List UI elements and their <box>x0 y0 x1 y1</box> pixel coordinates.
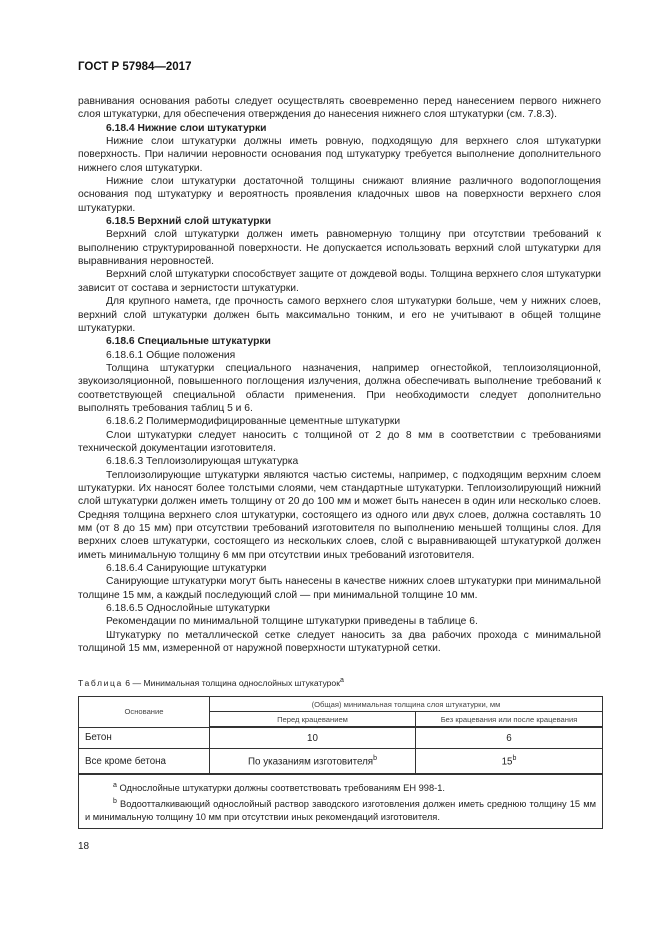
cell-base: Бетон <box>79 727 210 749</box>
paragraph: Верхний слой штукатурки способствует защите от дождевой воды. Толщина верхнего слоя штукатурки зависит от состава и зернистости штукатурки. <box>78 269 601 294</box>
header-before: Перед крацеванием <box>210 712 416 728</box>
paragraph: равнивания основания работы следует осуществлять своевременно перед нанесением первого нижнего слоя штукатурки, для обеспечения отверждения до нанесения нижнего слоя штукатурки (см. 7.8.3). <box>78 96 601 121</box>
document-header: ГОСТ Р 57984—2017 <box>78 61 192 73</box>
cell-before-value: 10 <box>307 732 318 744</box>
paragraph: 6.18.6.5 Однослойные штукатурки <box>106 603 271 615</box>
paragraph: 6.18.6.1 Общие положения <box>106 349 236 361</box>
cell-after-value: 6 <box>506 732 512 744</box>
table-caption-title: 6 — Минимальная толщина однослойных штукатурок <box>125 677 340 688</box>
header-group: (Общая) минимальная толщина слоя штукатурки, мм <box>210 697 603 712</box>
paragraph: Нижние слои штукатурки должны иметь ровную, подходящую для верхнего слоя штукатурки поверхность. При наличии неровности основания под штукатурку требуется выполнение дополнительного нижнего слоя штукатурки. <box>78 136 601 174</box>
paragraph: Слои штукатурки следует наносить с толщиной от 2 до 8 мм в соответствии с требованиями технической документации изготовителя. <box>78 429 601 454</box>
paragraph: Теплоизолирующие штукатурки являются частью системы, например, с подходящим верхним слоем штукатурки. Их наносят более толстыми слоями, чем стандартные штукатурки. Теплоизолирующий нижний слой штукатурки должен иметь толщину от 20 до 100 мм и может быть нанесен в один или несколько слоев. Средняя толщина верхнего слоя штукатурки, состоящего из одного или двух слоев, должна составлять 10 мм (от 8 до 15 мм) при отсутствии требований изготовителя по выполнению меньшей толщины слоя. Для верхних слоев штукатурки, состоящего из нескольких слоев, слой с выравнивающей штукатуркой должен иметь минимальную толщину 6 мм при отсутствии иных требований изготовителя. <box>78 469 601 561</box>
section-heading: 6.18.5 Верхний слой штукатурки <box>106 216 272 228</box>
footnote-mark: b <box>373 754 378 762</box>
cell-after-value: 15 <box>501 756 513 768</box>
table-row <box>79 749 603 775</box>
footnote-a <box>85 779 596 795</box>
table-caption-footnote-mark: a <box>339 677 344 684</box>
footnote-mark: b <box>512 754 517 762</box>
cell-before <box>210 727 416 749</box>
thickness-table <box>78 696 603 829</box>
table-row <box>79 727 603 749</box>
paragraph: 6.18.6.4 Санирующие штукатурки <box>106 563 267 575</box>
table-caption <box>78 677 344 688</box>
paragraph: Штукатурку по металлической сетке следует наносить за два рабочих прохода с минимальной толщиной 15 мм, измеренной от наружной поверхности штукатурной сетки. <box>78 629 601 655</box>
document-body <box>78 95 601 655</box>
footnote-b <box>85 795 596 824</box>
footnote-mark: b <box>113 798 117 806</box>
cell-before <box>210 749 416 775</box>
footnote-mark: a <box>113 782 117 789</box>
paragraph: Рекомендации по минимальной толщине штукатурки приведены в таблице 6. <box>106 616 478 628</box>
header-base: Основание <box>79 697 210 728</box>
paragraph: 6.18.6.2 Полимермодифицированные цементные штукатурки <box>106 416 401 428</box>
footnote-text: Водоотталкивающий однослойный раствор заводского изготовления должен иметь среднюю толщину 15 мм и минимальную толщину 10 мм при отсутствии иных рекомендаций изготовителя. <box>85 799 596 823</box>
cell-after <box>416 727 603 749</box>
cell-before-value: По указаниям изготовителя <box>247 756 374 768</box>
paragraph: Для крупного намета, где прочность самого верхнего слоя штукатурки больше, чем у нижних слоев, верхний слой штукатурки должен быть максимально тонким, и его не учитывают в общей толщине штукатурки. <box>78 296 601 334</box>
page-number: 18 <box>78 841 90 852</box>
header-after: Без крацевания или после крацевания <box>416 712 603 728</box>
paragraph: 6.18.6.3 Теплоизолирующая штукатурка <box>106 456 299 468</box>
cell-after <box>416 749 603 775</box>
paragraph: Толщина штукатурки специального назначения, например огнестойкой, теплоизоляционной, звукоизоляционной, повышенного поглощения излучения, должна обеспечивать выполнение требований к соответствующей специальной области применения. При необходимости следует дополнительно выполнять требования таблиц 5 и 6. <box>78 362 601 414</box>
section-heading: 6.18.4 Нижние слои штукатурки <box>106 122 267 134</box>
paragraph: Нижние слои штукатурки достаточной толщины снижают влияние различного водопоглощения основания под штукатурку и вероятность проявления кладочных швов на поверхности верхнего слоя штукатурки. <box>78 176 601 214</box>
table-caption-label: Таблица <box>78 677 123 688</box>
cell-base: Все кроме бетона <box>79 749 210 775</box>
footnote-text: Однослойные штукатурки должны соответствовать требованиям ЕН 998-1. <box>116 783 446 794</box>
section-heading: 6.18.6 Специальные штукатурки <box>106 336 271 348</box>
paragraph: Верхний слой штукатурки должен иметь равномерную толщину при отсутствии требований к выполнению структурированной поверхности. Не допускается использовать верхний слой штукатурки для выравнивания неровностей. <box>78 229 601 268</box>
table-footnotes <box>79 774 603 829</box>
paragraph: Санирующие штукатурки могут быть нанесены в качестве нижних слоев штукатурки при минимальной толщине 15 мм, а каждый последующий слой — при минимальной толщине 10 мм. <box>78 576 601 601</box>
